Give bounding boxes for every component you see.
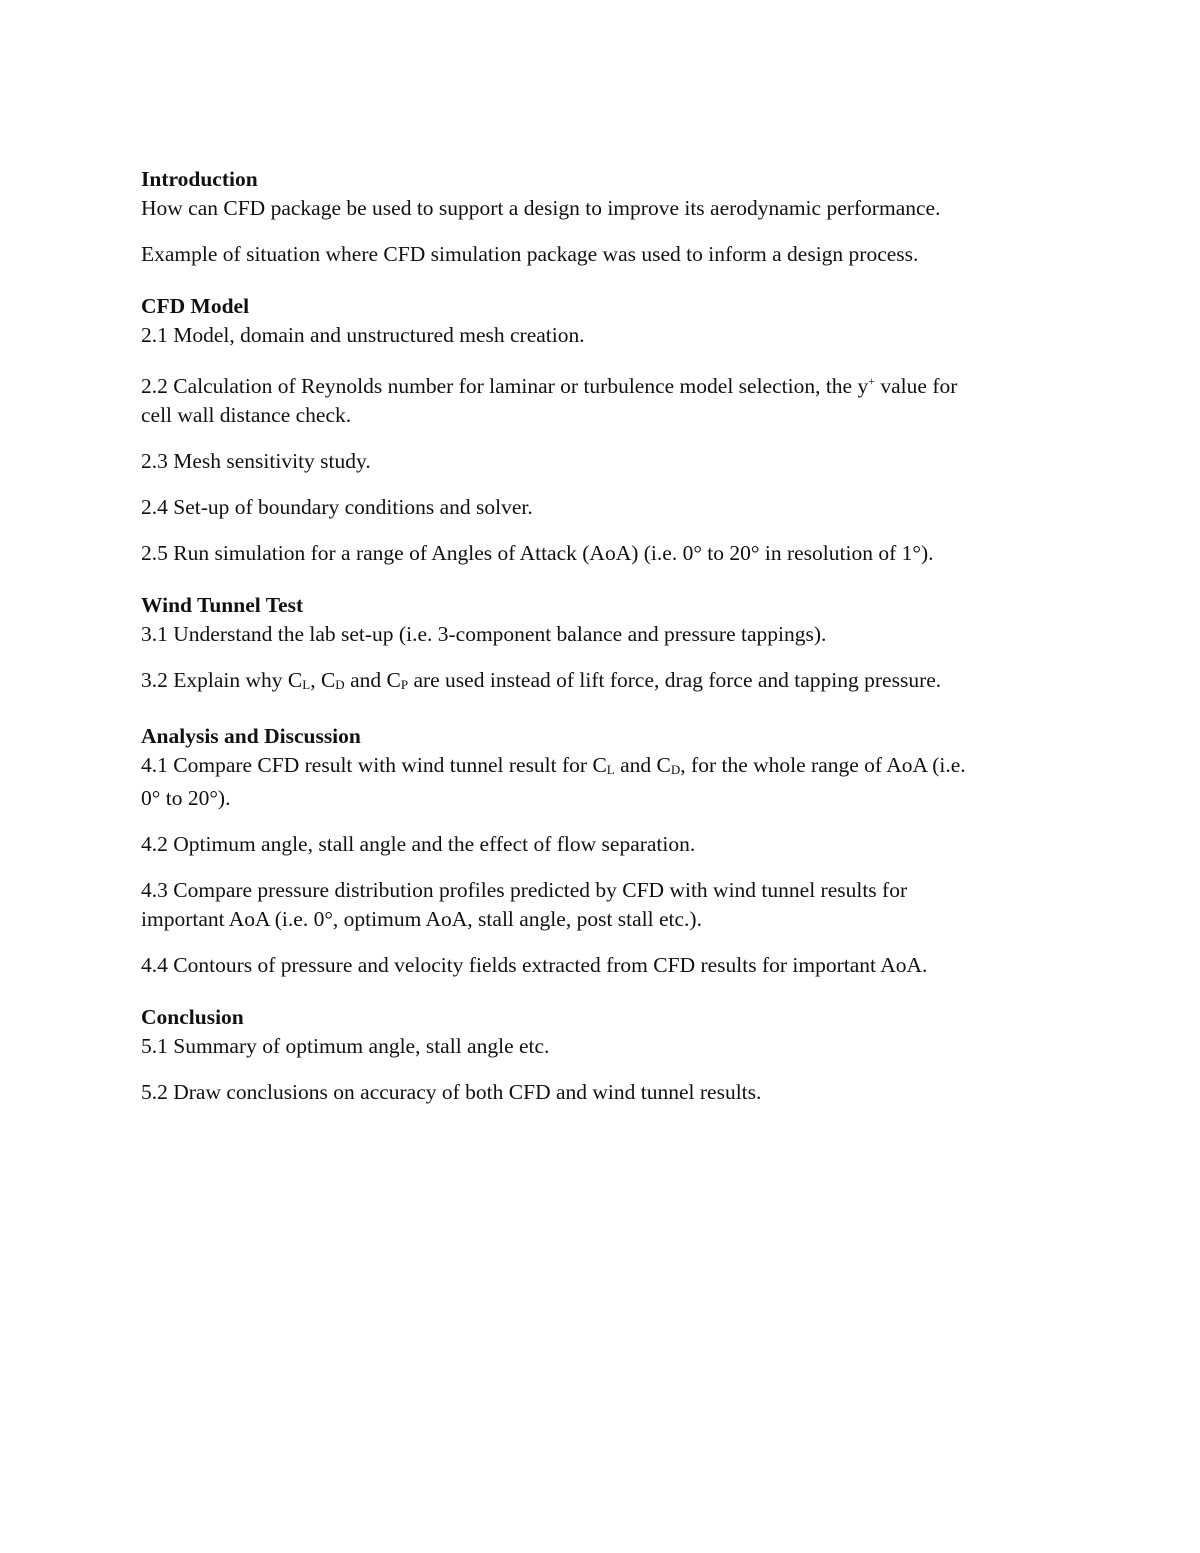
subscript: D [670, 762, 681, 777]
text: and C [344, 668, 401, 692]
subscript: D [335, 677, 345, 692]
text: and C [614, 753, 671, 777]
text: 4.3 Compare pressure distribution profiles predicted by CFD with wind tunnel results for [141, 878, 908, 902]
subscript: L [302, 677, 311, 692]
subscript: L [606, 762, 615, 777]
paragraph: How can CFD package be used to support a design to improve its aerodynamic performance. [141, 196, 941, 220]
heading-cfd-model: CFD Model [141, 294, 250, 318]
text: value for [875, 374, 958, 398]
text: cell wall distance check. [141, 403, 352, 427]
heading-conclusion: Conclusion [141, 1005, 244, 1029]
item-4-3 [141, 876, 1101, 934]
text: important AoA (i.e. 0°, optimum AoA, stall angle, post stall etc.). [141, 907, 702, 931]
text: , C [310, 668, 336, 692]
item-5-1: 5.1 Summary of optimum angle, stall angle etc. [141, 1034, 550, 1058]
item-2-1: 2.1 Model, domain and unstructured mesh creation. [141, 323, 585, 347]
item-2-4: 2.4 Set-up of boundary conditions and solver. [141, 495, 533, 519]
text: , for the whole range of AoA (i.e. [680, 753, 966, 777]
text: 2.2 Calculation of Reynolds number for laminar or turbulence model selection, the y [141, 374, 869, 398]
heading-introduction: Introduction [141, 167, 258, 191]
text: 4.1 Compare CFD result with wind tunnel result for C [141, 753, 607, 777]
superscript: + [868, 374, 876, 388]
text: 3.2 Explain why C [141, 668, 303, 692]
heading-analysis-discussion: Analysis and Discussion [141, 724, 361, 748]
item-2-3: 2.3 Mesh sensitivity study. [141, 449, 371, 473]
heading-wind-tunnel-test: Wind Tunnel Test [141, 593, 304, 617]
item-4-1 [141, 751, 1101, 813]
item-3-1: 3.1 Understand the lab set-up (i.e. 3-component balance and pressure tappings). [141, 622, 827, 646]
document-page [141, 165, 1101, 1107]
item-4-4: 4.4 Contours of pressure and velocity fields extracted from CFD results for important AoA. [141, 953, 928, 977]
subscript: P [400, 677, 409, 692]
text: 0° to 20°). [141, 786, 231, 810]
item-5-2: 5.2 Draw conclusions on accuracy of both CFD and wind tunnel results. [141, 1080, 762, 1104]
item-2-5: 2.5 Run simulation for a range of Angles of Attack (AoA) (i.e. 0° to 20° in resolution of 1°). [141, 541, 934, 565]
item-2-2 [141, 367, 1101, 430]
text: are used instead of lift force, drag force and tapping pressure. [408, 668, 942, 692]
item-4-2: 4.2 Optimum angle, stall angle and the effect of flow separation. [141, 832, 696, 856]
item-3-2 [141, 666, 1101, 699]
paragraph: Example of situation where CFD simulation package was used to inform a design process. [141, 242, 919, 266]
